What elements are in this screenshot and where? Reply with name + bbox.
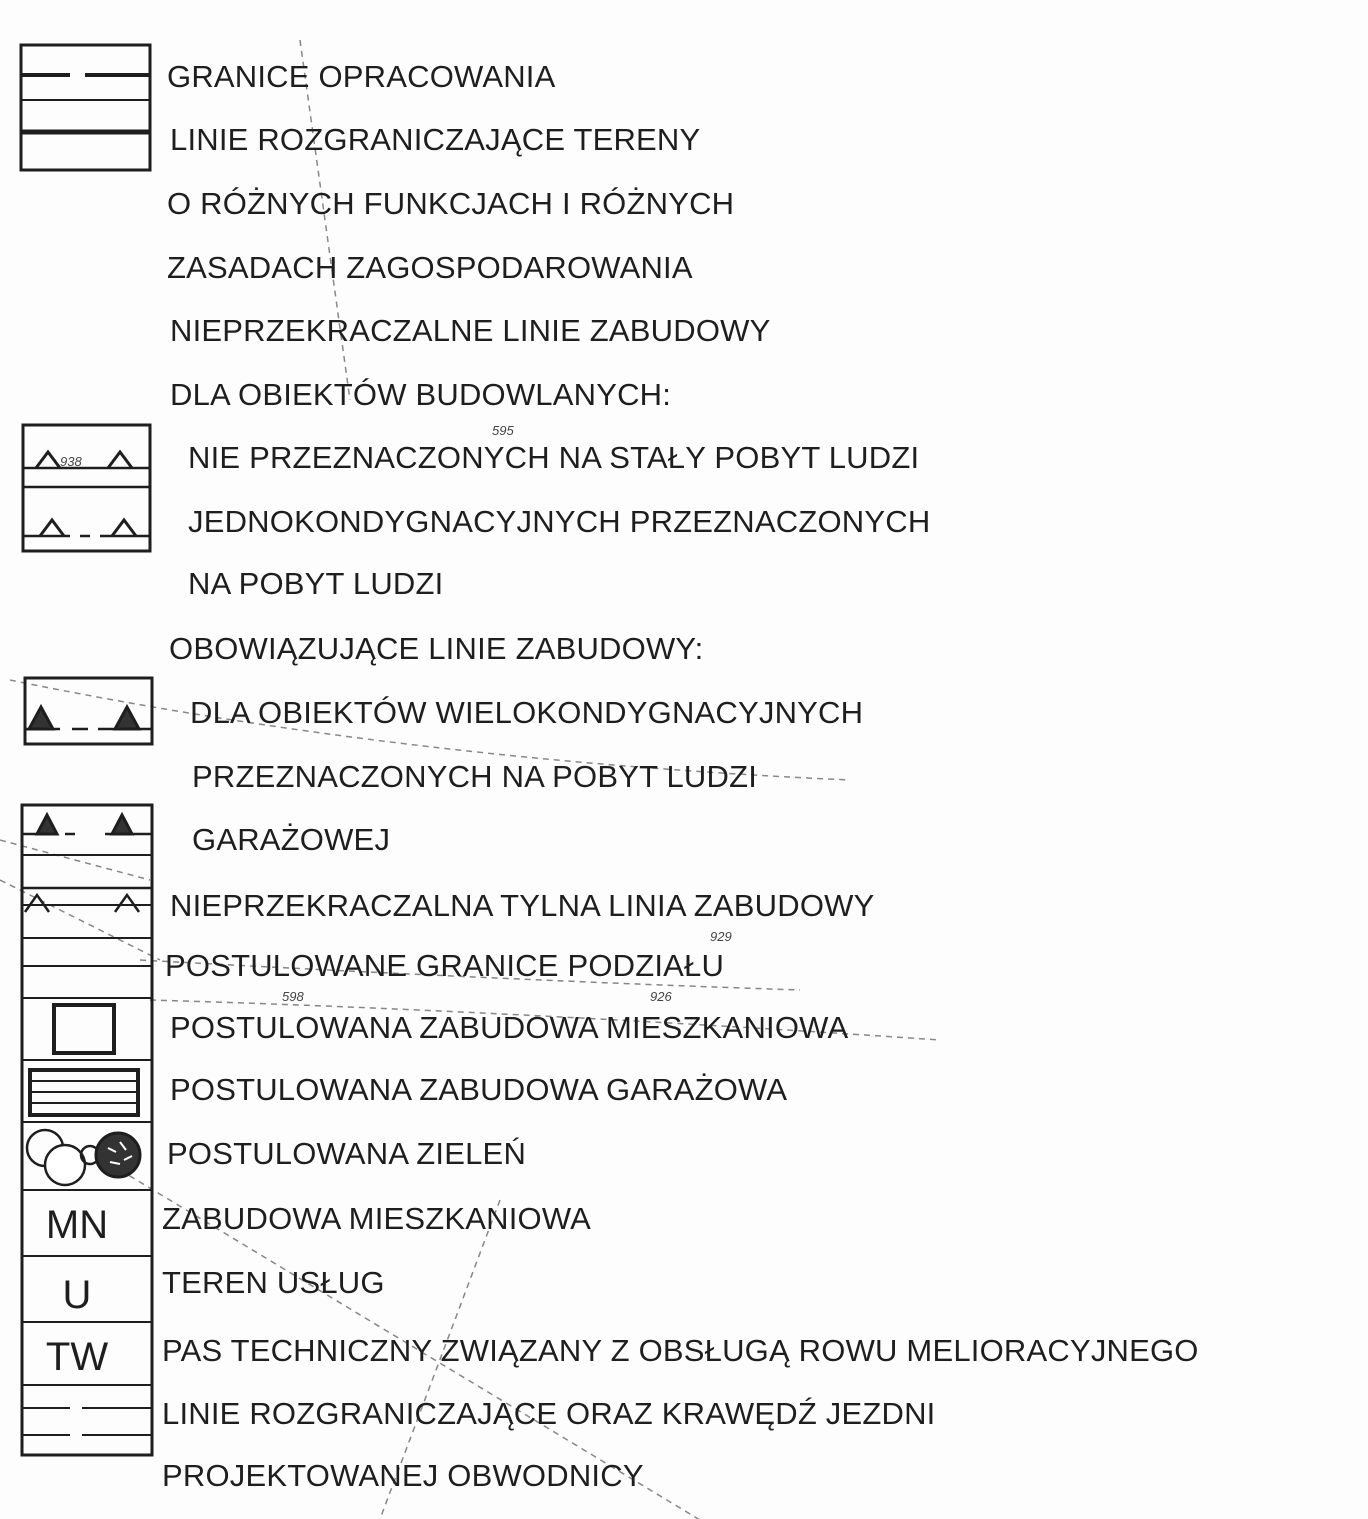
map-number: 926	[650, 989, 672, 1004]
legend-text: POSTULOWANA ZABUDOWA GARAŻOWA	[170, 1072, 788, 1107]
legend-text: PROJEKTOWANEJ OBWODNICY	[162, 1458, 644, 1493]
legend-text: LINIE ROZGRANICZAJĄCE TERENY	[170, 122, 701, 157]
code-tw: TW	[45, 1335, 109, 1379]
legend-text: GRANICE OPRACOWANIA	[167, 59, 556, 94]
legend-text: ZABUDOWA MIESZKANIOWA	[162, 1201, 592, 1236]
map-number: 938	[60, 454, 82, 469]
legend-text: JEDNOKONDYGNACYJNYCH PRZEZNACZONYCH	[188, 504, 931, 539]
legend-text: TEREN USŁUG	[162, 1265, 385, 1300]
map-number: 595	[492, 423, 514, 438]
legend-text: POSTULOWANA ZIELEŃ	[167, 1136, 527, 1171]
map-number: 598	[282, 989, 304, 1004]
legend-text: NIEPRZEKRACZALNE LINIE ZABUDOWY	[170, 313, 771, 348]
legend-text: POSTULOWANA ZABUDOWA MIESZKANIOWA	[170, 1010, 849, 1045]
legend-text: OBOWIĄZUJĄCE LINIE ZABUDOWY:	[169, 631, 704, 666]
legend-text: PRZEZNACZONYCH NA POBYT LUDZI	[192, 759, 758, 794]
symbol-boundary-lines	[21, 45, 150, 170]
legend-text: NA POBYT LUDZI	[188, 566, 444, 601]
legend-text: NIE PRZEZNACZONYCH NA STAŁY POBYT LUDZI	[188, 440, 920, 475]
symbol-mandatory-lines	[25, 678, 152, 744]
legend-text: O RÓŻNYCH FUNKCJACH I RÓŻNYCH	[167, 186, 735, 221]
legend-text: NIEPRZEKRACZALNA TYLNA LINIA ZABUDOWY	[170, 888, 875, 923]
legend-text: PAS TECHNICZNY ZWIĄZANY Z OBSŁUGĄ ROWU MELIORACYJNEGO	[162, 1333, 1199, 1368]
legend-text: POSTULOWANE GRANICE PODZIAŁU	[165, 948, 725, 983]
legend-text: DLA OBIEKTÓW BUDOWLANYCH:	[170, 377, 672, 412]
legend-text: DLA OBIEKTÓW WIELOKONDYGNACYJNYCH	[190, 695, 864, 730]
code-u: U	[62, 1273, 92, 1317]
map-number: 929	[710, 929, 732, 944]
symbol-building-lines-open	[23, 425, 150, 551]
legend-text: LINIE ROZGRANICZAJĄCE ORAZ KRAWĘDŹ JEZDNI	[162, 1396, 936, 1431]
code-mn: MN	[45, 1203, 109, 1247]
legend-text: ZASADACH ZAGOSPODAROWANIA	[167, 250, 693, 285]
legend-text: GARAŻOWEJ	[192, 822, 391, 857]
